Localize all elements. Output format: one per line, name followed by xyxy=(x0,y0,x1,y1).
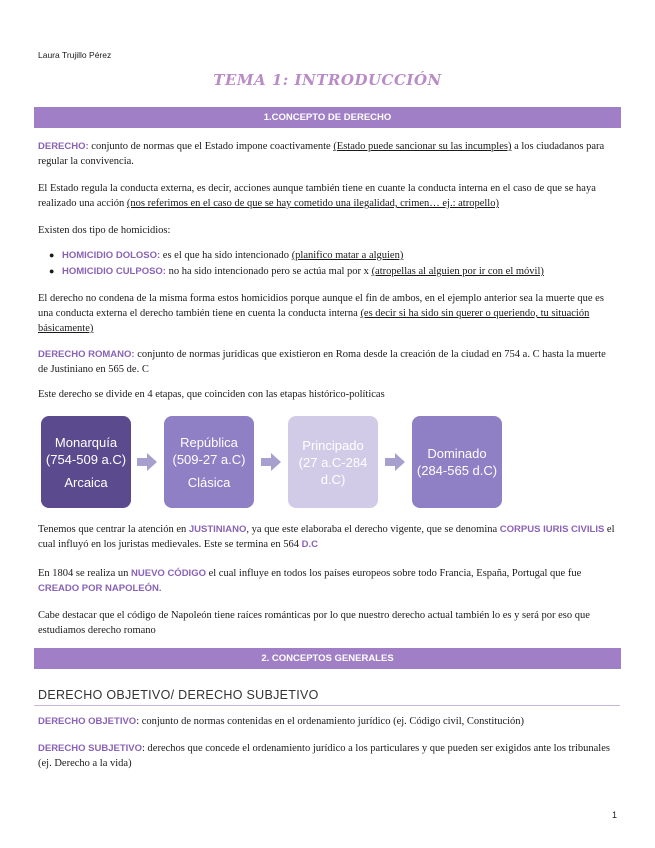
text: a los ciudadanos para regular la convivencia. xyxy=(38,141,605,167)
stage-box-principado xyxy=(288,416,378,508)
author-name: Laura Trujillo Pérez xyxy=(38,50,112,60)
stage-name: República xyxy=(180,434,238,450)
paragraph-derecho xyxy=(38,139,618,169)
section-header-2: 2. CONCEPTOS GENERALES xyxy=(34,648,621,669)
term-label: JUSTINIANO xyxy=(188,524,247,535)
term-label: CORPUS IURIS CIVILIS xyxy=(499,524,605,535)
arrow-right-icon xyxy=(261,452,281,472)
stage-years: (284-565 d.C) xyxy=(416,463,498,478)
term-label: D.C xyxy=(301,539,318,550)
stage-years: (754-509 a.C) xyxy=(45,451,127,467)
term-label: CREADO POR NAPOLEÓN. xyxy=(38,583,162,594)
text: no ha sido intencionado pero se actúa mal por x xyxy=(165,266,372,277)
list-item xyxy=(49,264,622,279)
underlined-text: (nos referimos en el caso de que se hay cometido una ilegalidad, crimen… ej.: atropello) xyxy=(126,198,499,209)
paragraph-codigo xyxy=(38,566,618,596)
paragraph-derecho-romano xyxy=(38,347,618,377)
stage-name: Dominado xyxy=(427,446,487,461)
underlined-text: (Estado puede sancionar su las incumples) xyxy=(333,141,512,152)
paragraph-derecho-subjetivo xyxy=(38,741,618,771)
term-label: DERECHO SUBJETIVO xyxy=(38,743,142,754)
underlined-text: (es decir si ha sido sin querer o queriendo, tu situación básicamente) xyxy=(38,308,590,334)
paragraph-justiniano xyxy=(38,522,618,552)
list-item xyxy=(49,248,622,263)
paragraph-homicidios: Existen dos tipo de homicidios: xyxy=(38,225,171,236)
stage-box-republica xyxy=(164,416,254,508)
text: el cual influye en todos los países europeos sobre todo Francia, España, Portugal que fue xyxy=(205,568,582,579)
stage-name: Principado xyxy=(302,437,364,453)
arrow-right-icon xyxy=(385,452,405,472)
term-label: HOMICIDIO DOLOSO: xyxy=(62,250,161,261)
stage-box-monarquia xyxy=(41,416,131,508)
section-header-1: 1.CONCEPTO DE DERECHO xyxy=(34,107,621,128)
stage-years: (509-27 a.C) xyxy=(172,451,246,467)
text: El Estado regula la conducta externa, es decir, acciones aunque también tiene en cuante la conducta interna en el caso de que se haya realizado una acción xyxy=(38,183,596,209)
text: Tenemos que centrar la atención en xyxy=(38,524,189,535)
term-label: DERECHO OBJETIVO xyxy=(38,716,137,727)
paragraph-condena xyxy=(38,291,618,336)
paragraph-etapas: Este derecho se divide en 4 etapas, que coinciden con las etapas histórico-políticas xyxy=(38,389,385,400)
term-label: HOMICIDIO CULPOSO: xyxy=(62,266,166,277)
term-label: DERECHO ROMANO: xyxy=(38,349,135,360)
text: conjunto de normas jurídicas que existieron en Roma desde la creación de la ciudad en 754 a. C hasta la muerte de Justiniano en 565 de. C xyxy=(38,349,606,375)
bullet-icon: ● xyxy=(49,250,55,260)
text: El derecho no condena de la misma forma estos homicidios porque aunque el fin de ambos, en el ejemplo anterior sea la muerte que es una conducta externa el derecho también tiene en cuenta la conducta interna xyxy=(38,293,604,319)
paragraph-conducta xyxy=(38,181,618,211)
underlined-text: (planifico matar a alguien) xyxy=(291,250,404,261)
text: conjunto de normas que el Estado impone coactivamente xyxy=(88,141,334,152)
text: , ya que este elaboraba el derecho vigente, que se denomina xyxy=(246,524,500,535)
term-label: DERECHO: xyxy=(38,141,89,152)
divider xyxy=(34,705,620,706)
paragraph-napoleon: Cabe destacar que el código de Napoleón tiene raíces románticas por lo que nuestro derecho actual también lo es y será por eso que estudiamos derecho romano xyxy=(38,610,590,636)
text: En 1804 se realiza un xyxy=(38,568,132,579)
stage-period: Arcaica xyxy=(64,474,108,490)
stage-box-dominado xyxy=(412,416,502,508)
term-label: NUEVO CÓDIGO xyxy=(131,568,206,579)
page-number: 1 xyxy=(611,810,617,820)
text: : conjunto de normas contenidas en el ordenamiento jurídico (ej. Código civil, Constitución) xyxy=(136,716,525,727)
subheading: DERECHO OBJETIVO/ DERECHO SUBJETIVO xyxy=(38,688,319,702)
stage-period: Clásica xyxy=(187,474,231,490)
page-title: TEMA 1: INTRODUCCIÓN xyxy=(213,71,442,89)
arrow-right-icon xyxy=(137,452,157,472)
stage-name: Monarquía xyxy=(54,434,118,450)
bullet-icon: ● xyxy=(49,266,55,276)
stage-years: (27 a.C-284 d.C) xyxy=(298,454,368,487)
text: es el que ha sido intencionado xyxy=(160,250,292,261)
text: el cual influyó en los juristas medievales. Este se termina en 564 xyxy=(38,524,615,550)
underlined-text: (atropellas al alguien por ir con el móvil) xyxy=(371,266,544,277)
text: : derechos que concede el ordenamiento jurídico a los particulares y que pueden ser exigidos ante los tribunales (ej. Derecho a la vida) xyxy=(38,743,610,769)
paragraph-derecho-objetivo xyxy=(38,714,618,729)
